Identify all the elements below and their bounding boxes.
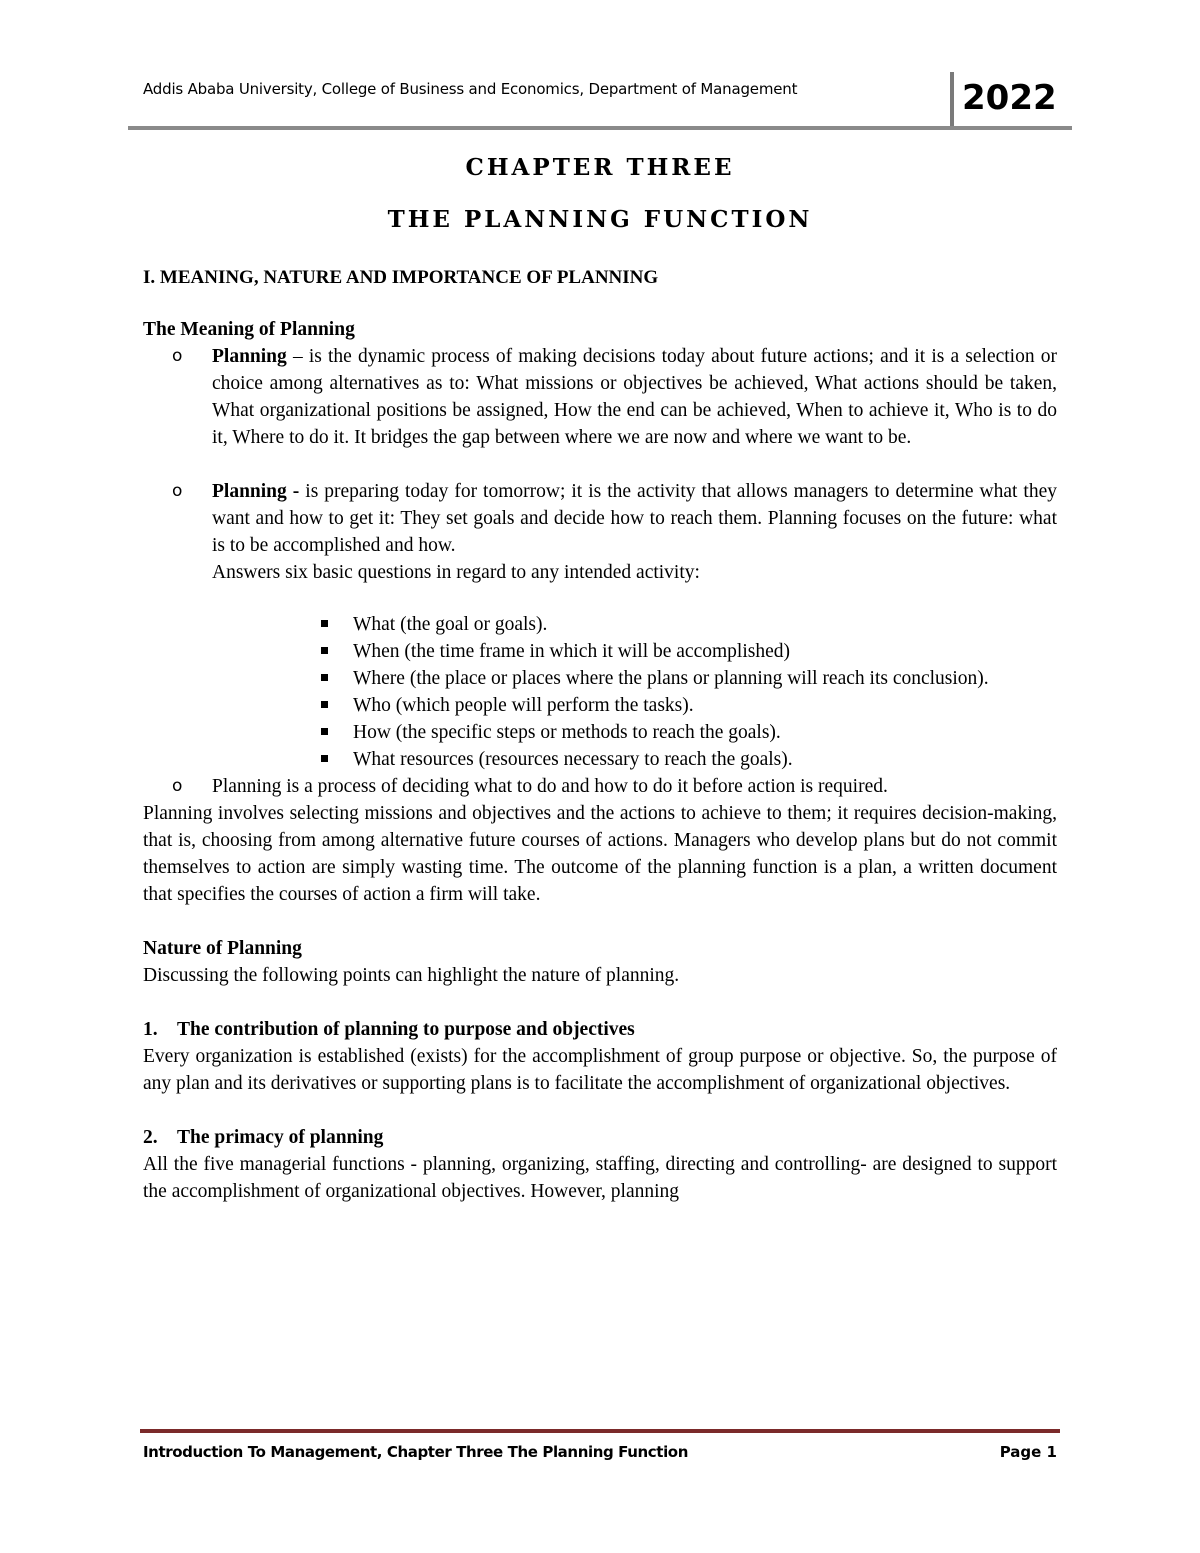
document-body [143,264,1057,1205]
function-title: THE PLANNING FUNCTION [387,206,813,233]
header-institution: Addis Ababa University, College of Business and Economics, Department of Management [143,80,798,98]
meaning-last-list [143,773,1057,800]
circle-bullet-icon: o [172,776,183,796]
nature-point-1-heading [143,1016,1057,1043]
meaning-paragraph: Planning involves selecting missions and objectives and the actions to achieve to them; it requires decision-making, that is, choosing from among alternative future courses of actions. Managers who develop plans but do not commit themselves to action are simply wasting time. The outcome of the planning function is a plan, a written document that specifies the courses of action a firm will take. [143,803,1057,905]
header-divider-vertical [950,72,954,130]
meaning-definitions-list [143,343,1057,586]
point-number: 2. [143,1127,158,1148]
definition-item-1 [143,343,1057,451]
nature-point-2-heading [143,1124,1057,1151]
definition-term: Planning - [212,481,300,502]
definition-item-3 [143,773,1057,800]
circle-bullet-icon: o [172,346,183,366]
definition-text: is preparing today for tomorrow; it is the activity that allows managers to determine what they want and how to get it: They set goals and decide how to reach them. Planning focuses on the future: what is to be accomplished and how. [212,481,1057,556]
definition-term: Planning [212,346,287,367]
question-item: How (the specific steps or methods to reach the goals). [143,719,1057,746]
square-bullet-icon [321,674,328,681]
question-item: Who (which people will perform the tasks). [143,692,1057,719]
header-rule [128,126,1072,130]
six-questions-list [143,611,1057,773]
question-item: What (the goal or goals). [143,611,1057,638]
question-item: When (the time frame in which it will be accomplished) [143,638,1057,665]
square-bullet-icon [321,620,328,627]
square-bullet-icon [321,755,328,762]
circle-bullet-icon: o [172,481,183,501]
question-item: What resources (resources necessary to reach the goals). [143,746,1057,773]
definition-extra: Answers six basic questions in regard to any intended activity: [212,562,700,583]
nature-heading: Nature of Planning [143,938,302,959]
definition-text: – is the dynamic process of making decisions today about future actions; and it is a selection or choice among alternatives as to: What missions or objectives be achieved, What actions should be taken, What organizational positions be assigned, How the end can be achieved, When to achieve it, Who is to do it, Where to do it. It bridges the gap between where we are now and where we want to be. [212,346,1057,448]
question-item: Where (the place or places where the plans or planning will reach its conclusion). [143,665,1057,692]
header-year: 2022 [962,78,1057,118]
footer-rule [140,1429,1060,1433]
nature-intro: Discussing the following points can highlight the nature of planning. [143,965,680,986]
definition-item-2 [143,478,1057,586]
square-bullet-icon [321,647,328,654]
definition-text: Planning is a process of deciding what to do and how to do it before action is required. [212,776,888,797]
footer-page-number: Page 1 [999,1443,1057,1461]
point-title: The contribution of planning to purpose and objectives [177,1019,635,1040]
nature-point-1-text: Every organization is established (exists) for the accomplishment of group purpose or objective. So, the purpose of any plan and its derivatives or supporting plans is to facilitate the accomplishment of organizational objectives. [143,1046,1057,1094]
footer-title: Introduction To Management, Chapter Three The Planning Function [143,1443,688,1461]
section-heading: I. MEANING, NATURE AND IMPORTANCE OF PLANNING [143,267,659,288]
square-bullet-icon [321,701,328,708]
meaning-heading: The Meaning of Planning [143,319,355,340]
square-bullet-icon [321,728,328,735]
nature-point-2-text: All the five managerial functions - planning, organizing, staffing, directing and controlling- are designed to support the accomplishment of organizational objectives. However, planning [143,1154,1057,1202]
chapter-title: CHAPTER THREE [465,154,735,181]
point-title: The primacy of planning [177,1127,384,1148]
point-number: 1. [143,1019,158,1040]
